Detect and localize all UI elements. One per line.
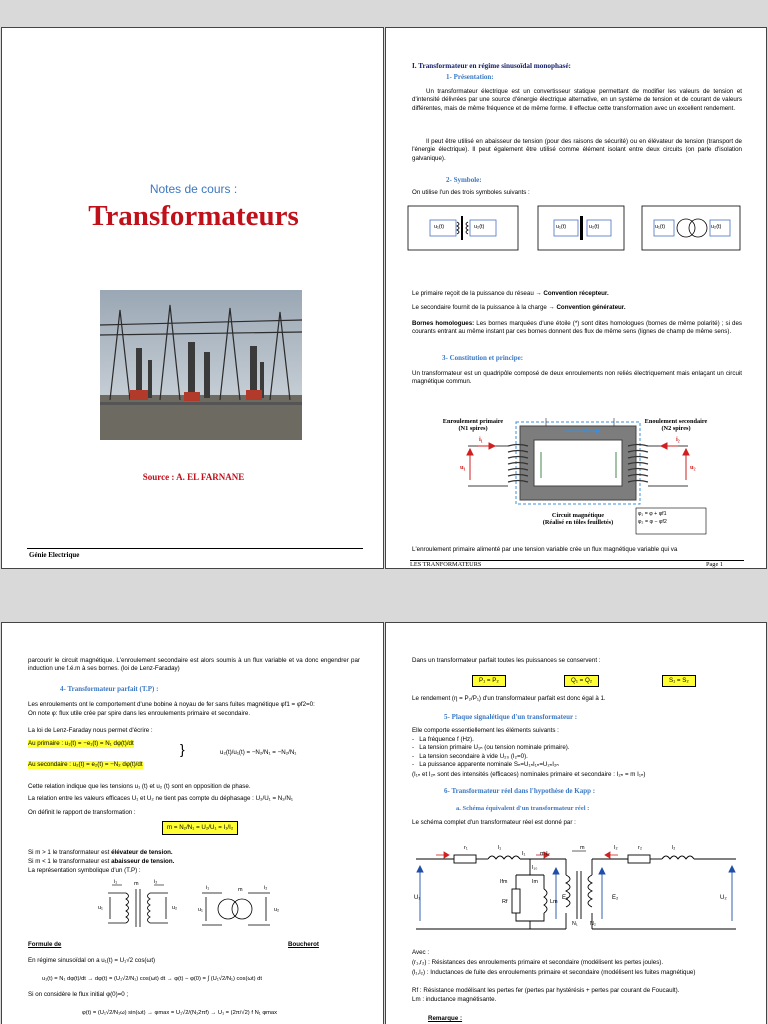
fig-label: Enoulement secondaire xyxy=(644,418,708,425)
paragraph: Le rendement (η = P₂/P₁) d'un transformateur parfait est donc égal à 1. xyxy=(412,695,606,702)
equation-ratio: u₂(t)/u₁(t) = −N₂/N₁ = −N₂/N₁ xyxy=(220,749,297,756)
text-bold: Convention récepteur. xyxy=(543,290,609,297)
footer-rule xyxy=(27,548,363,549)
text-bold: élévateur de tension. xyxy=(111,849,173,856)
equation-q: Q₁ = Q₂ xyxy=(564,675,599,687)
paragraph: La représentation symbolique d'un (T.P) : xyxy=(28,867,141,874)
circuit-U2: U₂ xyxy=(720,895,727,901)
list-item: - La puissance apparente nominale Sₙ=U₁ₙI₁ₙ=U₂ₙI₂ₙ xyxy=(412,761,559,769)
fig-label: (N1 spires) xyxy=(458,425,488,432)
symbol-u1-label: u₁(t) xyxy=(434,224,445,230)
circuit-N2: N₂ xyxy=(590,921,596,927)
circuit-m: m xyxy=(580,845,585,851)
paragraph: parcourir le circuit magnétique. L'enroulement secondaire est alors soumis à un flux variable et va donc engendrer par induction une f.é.m à ses bornes. (loi de Lenz-Faraday) xyxy=(28,657,360,673)
footer-text: Génie Electrique xyxy=(29,551,80,559)
symbol-u2-label: u₂(t) xyxy=(474,224,485,230)
paragraph: On note φ: flux utile crée par spire dans les enroulements primaire et secondaire. xyxy=(28,710,251,717)
page-1 xyxy=(1,27,384,569)
paragraph: Cette relation indique que les tensions u₁ (t) et u₂ (t) sont en opposition de phase. xyxy=(28,783,251,790)
paragraph: On utilise l'un des trois symboles suivants : xyxy=(412,189,530,196)
text: Le primaire reçoit de la puissance du réseau → xyxy=(412,290,544,297)
heading-transformateur-parfait: 4- Transformateur parfait (T.P) : xyxy=(60,685,159,693)
paragraph: Un transformateur est un quadripôle composé de deux enroulements non reliés électriquement mais enlaçant un circuit magnétique commun. xyxy=(412,370,742,386)
paragraph: Lm : inductance magnétisante. xyxy=(412,996,497,1003)
heading-plaque: 5- Plaque signalétique d'un transformateur : xyxy=(444,713,578,721)
tp-i1-label: i₁ xyxy=(206,885,210,891)
page-3 xyxy=(1,622,384,1024)
fig-eq: φ₁ = φ + φf1 xyxy=(638,511,667,517)
circuit-r1: r₁ xyxy=(464,845,468,851)
heading-kapp: 6- Transformateur réel dans l'hypothèse de Kapp : xyxy=(444,787,596,795)
circuit-l2: l₂ xyxy=(672,845,676,851)
paragraph: Un transformateur électrique est un convertisseur statique permettant de modifier les valeurs de tension et d'intensité délivrées par une source d'énergie électrique alternative, en un système de tension et de courant de valeurs différentes, mais de même fréquence et de même forme. Il effectue cette transformation avec un excellent rendement. xyxy=(412,88,742,112)
circuit-E1: E₁ xyxy=(562,895,569,901)
equation-p: P₁ = P₂ xyxy=(472,675,506,687)
remark-heading: Remarque : xyxy=(428,1015,463,1022)
section-title: I. Transformateur en régime sinusoïdal monophasé: xyxy=(412,62,571,70)
heading-schema: a. Schéma équivalent d'un transformateur réel : xyxy=(456,805,590,812)
symbol-u2-label: u₂(t) xyxy=(589,224,600,230)
equation-primary: Au primaire : u₁(t) = −e₁(t) = N₁ dφ(t)/dt xyxy=(28,740,134,747)
symbol-u2-label: u₂(t) xyxy=(711,224,722,230)
paragraph: Dans un transformateur parfait toutes les puissances se conservent : xyxy=(412,657,601,664)
equation-s: S₁ = S₂ xyxy=(662,675,696,687)
equation-secondary: Au secondaire : u₂(t) = e₂(t) = −N₂ dφ(t)/dt xyxy=(28,761,143,768)
equation-line: u₁(t) = N₁ dφ(t)/dt → dφ(t) = (U₁√2/N₁) cos(ωt) dt → φ(t) − φ(0) = ∫ (U₁√2/N₁) cos(ωt) dt xyxy=(42,976,262,982)
text-bold: Convention générateur. xyxy=(556,304,626,311)
substation-photo xyxy=(100,290,302,440)
circuit-r2: r₂ xyxy=(638,845,642,851)
paragraph xyxy=(412,304,626,312)
fig-label: Enroulement primaire xyxy=(442,418,504,425)
tp-u1-label: u₁ xyxy=(198,907,203,913)
paragraph xyxy=(412,290,609,298)
symbols-figure xyxy=(404,200,752,286)
page-title: Transformateurs xyxy=(88,200,299,232)
text: Si m > 1 le transformateur est xyxy=(28,849,112,856)
heading-constitution: 3- Constitution et principe: xyxy=(442,354,524,362)
brace: } xyxy=(180,741,185,757)
text: Le secondaire fournit de la puissance à la charge → xyxy=(412,304,557,311)
circuit-N1: N₁ xyxy=(572,921,578,927)
text: Si m < 1 le transformateur est xyxy=(28,858,112,865)
paragraph: En régime sinusoïdal on a u₁(t) = U₁√2 cos(ωt) xyxy=(28,957,156,964)
fig-u1: u₁ xyxy=(460,464,466,471)
paragraph: Avec : xyxy=(412,949,430,956)
paragraph: On définit le rapport de transformation : xyxy=(28,809,136,816)
paragraph: Rf : Résistance modélisant les pertes fer (pertes par hystérésis + pertes par courant de Foucault). xyxy=(412,987,680,994)
tp-u1-label: u₁ xyxy=(98,905,103,911)
heading-boucherot: Boucherot xyxy=(288,941,319,948)
circuit-I10: I₁₀ xyxy=(532,865,538,871)
circuit-l1: l₁ xyxy=(498,845,502,851)
tp-m-label: m xyxy=(238,887,243,893)
paragraph: L'enroulement primaire alimenté par une tension variable crée un flux magnétique variable qui va xyxy=(412,546,678,553)
tp-i2-label: i₂ xyxy=(154,879,158,885)
fig-eq: φ₂ = φ − φf2 xyxy=(638,519,667,525)
fig-label-secondary xyxy=(636,418,716,432)
heading-formule: Formule de xyxy=(28,941,62,948)
tp-m-label: m xyxy=(134,881,139,887)
symbol-u1-label: u₁(t) xyxy=(556,224,567,230)
circuit-U1: U₁ xyxy=(414,895,421,901)
paragraph: La relation entre les valeurs efficaces U₁ et U₂ ne tient pas compte du déphasage : U₂/U₁ = N₂/N₁ xyxy=(28,795,293,802)
paragraph: Le schéma complet d'un transformateur réel est donné par : xyxy=(412,819,576,826)
paragraph: Il peut être utilisé en abaisseur de tension (pour des raisons de sécurité) ou en élévateur de tension (transport de l'énergie électrique). Il peut également être utilisé comme élément isolant entre deux circuits (on parle d'isolation galvanique). xyxy=(412,138,742,162)
paragraph: Les enroulements ont le comportement d'une bobine à noyau de fer sans fuites magnétique φf1 = φf2=0: xyxy=(28,701,315,708)
tp-i1-label: i₁ xyxy=(114,879,118,885)
spec-list xyxy=(412,736,570,770)
circuit-E2: E₂ xyxy=(612,895,619,901)
fig-phi: φ xyxy=(584,426,589,434)
fig-label: Circuit magnétique xyxy=(551,512,605,519)
paragraph: (I₁ₙ et I₂ₙ sont des intensités (efficaces) nominales primaire et secondaire : I₂ₙ = m I₁ₙ) xyxy=(412,771,646,778)
subtitle: Notes de cours : xyxy=(149,182,238,196)
list-item: - La tension secondaire à vide U₂₀ (I₂=0). xyxy=(412,752,528,760)
tp-u2-label: u₂ xyxy=(274,907,280,913)
circuit-I2: I₂ xyxy=(614,845,618,851)
fig-label: (N2 spires) xyxy=(661,425,691,432)
tp-u2-label: u₂ xyxy=(172,905,178,911)
page-4 xyxy=(385,622,767,1024)
paragraph: (r₁,r₂) : Résistances des enroulements primaire et secondaire (modélisent les pertes joules). xyxy=(412,959,664,966)
circuit-Im: Im xyxy=(532,879,538,885)
source-line: Source : A. EL FARNANE xyxy=(142,472,245,482)
text-bold: Bornes homologues: xyxy=(412,320,477,327)
heading-symbole: 2- Symbole: xyxy=(446,176,482,184)
tp-i2-label: i₂ xyxy=(264,885,268,891)
paragraph: (l₁,l₂) : Inductances de fuite des enroulements primaire et secondaire (modélisent les fuites magnétique) xyxy=(412,969,696,976)
equation-line: φ(t) = (U₁√2/N₁ω) sin(ωt) → φmax = U₁√2/(N₁2πf) → U₁ = (2π/√2) f N₁ φmax xyxy=(82,1010,278,1016)
paragraph: Si on considère le flux initial φ(0)=0 ; xyxy=(28,991,129,998)
fig-label-circuit xyxy=(528,512,628,526)
circuit-Lm: Lm xyxy=(550,899,558,905)
list-item: - La fréquence f (Hz). xyxy=(412,736,474,743)
text: Les bornes marquées d'une étoile (*) sont dites homologues (bornes de même polarité) ; si des courants entrant au même instant par ces bornes donnent des flux de même sens (lignes de champ de même sens). xyxy=(412,320,742,336)
paragraph: Elle comporte essentiellement les éléments suivants : xyxy=(412,727,559,734)
equivalent-circuit xyxy=(406,829,746,945)
paragraph: La loi de Lenz-Faraday nous permet d'écrire : xyxy=(28,727,153,734)
heading-presentation: 1- Présentation: xyxy=(446,73,494,81)
symbol-u1-label: u₁(t) xyxy=(655,224,666,230)
footer-page-number: Page 1 xyxy=(706,561,723,568)
fig-label: (Réalisé en tôles feuilletés) xyxy=(542,519,614,526)
fig-label-primary xyxy=(438,418,508,432)
fig-u2: u₂ xyxy=(690,464,696,471)
circuit-mI2: m I₂ xyxy=(540,851,550,857)
circuit-I1: I₁ xyxy=(522,851,526,857)
page-2 xyxy=(385,27,767,569)
fig-i2: i₂ xyxy=(676,436,680,443)
list-item: - La tension primaire U₁ₙ (ou tension nominale primaire). xyxy=(412,744,570,752)
list-item-text: La fréquence f (Hz). xyxy=(419,736,474,743)
text-bold: abaisseur de tension. xyxy=(111,858,175,865)
fig-i1: i₁ xyxy=(479,436,483,443)
list-item-text: La tension primaire U₁ₙ (ou tension nominale primaire). xyxy=(419,744,570,752)
fig-equations xyxy=(638,510,667,526)
circuit-Rf: Rf xyxy=(502,899,508,905)
list-item-text: La puissance apparente nominale Sₙ=U₁ₙI₁ₙ=U₂ₙI₂ₙ xyxy=(419,761,559,769)
footer-left: LES TRANFORMATEURS xyxy=(410,561,482,568)
paragraph xyxy=(28,849,173,857)
equation-m: m = N₂/N₁ = U₂/U₁ = I₁/I₂ xyxy=(162,821,238,835)
paragraph xyxy=(412,320,742,337)
circuit-Ifm: Ifm xyxy=(500,879,508,885)
paragraph xyxy=(28,858,174,866)
list-item-text: La tension secondaire à vide U₂₀ (I₂=0). xyxy=(419,752,528,760)
